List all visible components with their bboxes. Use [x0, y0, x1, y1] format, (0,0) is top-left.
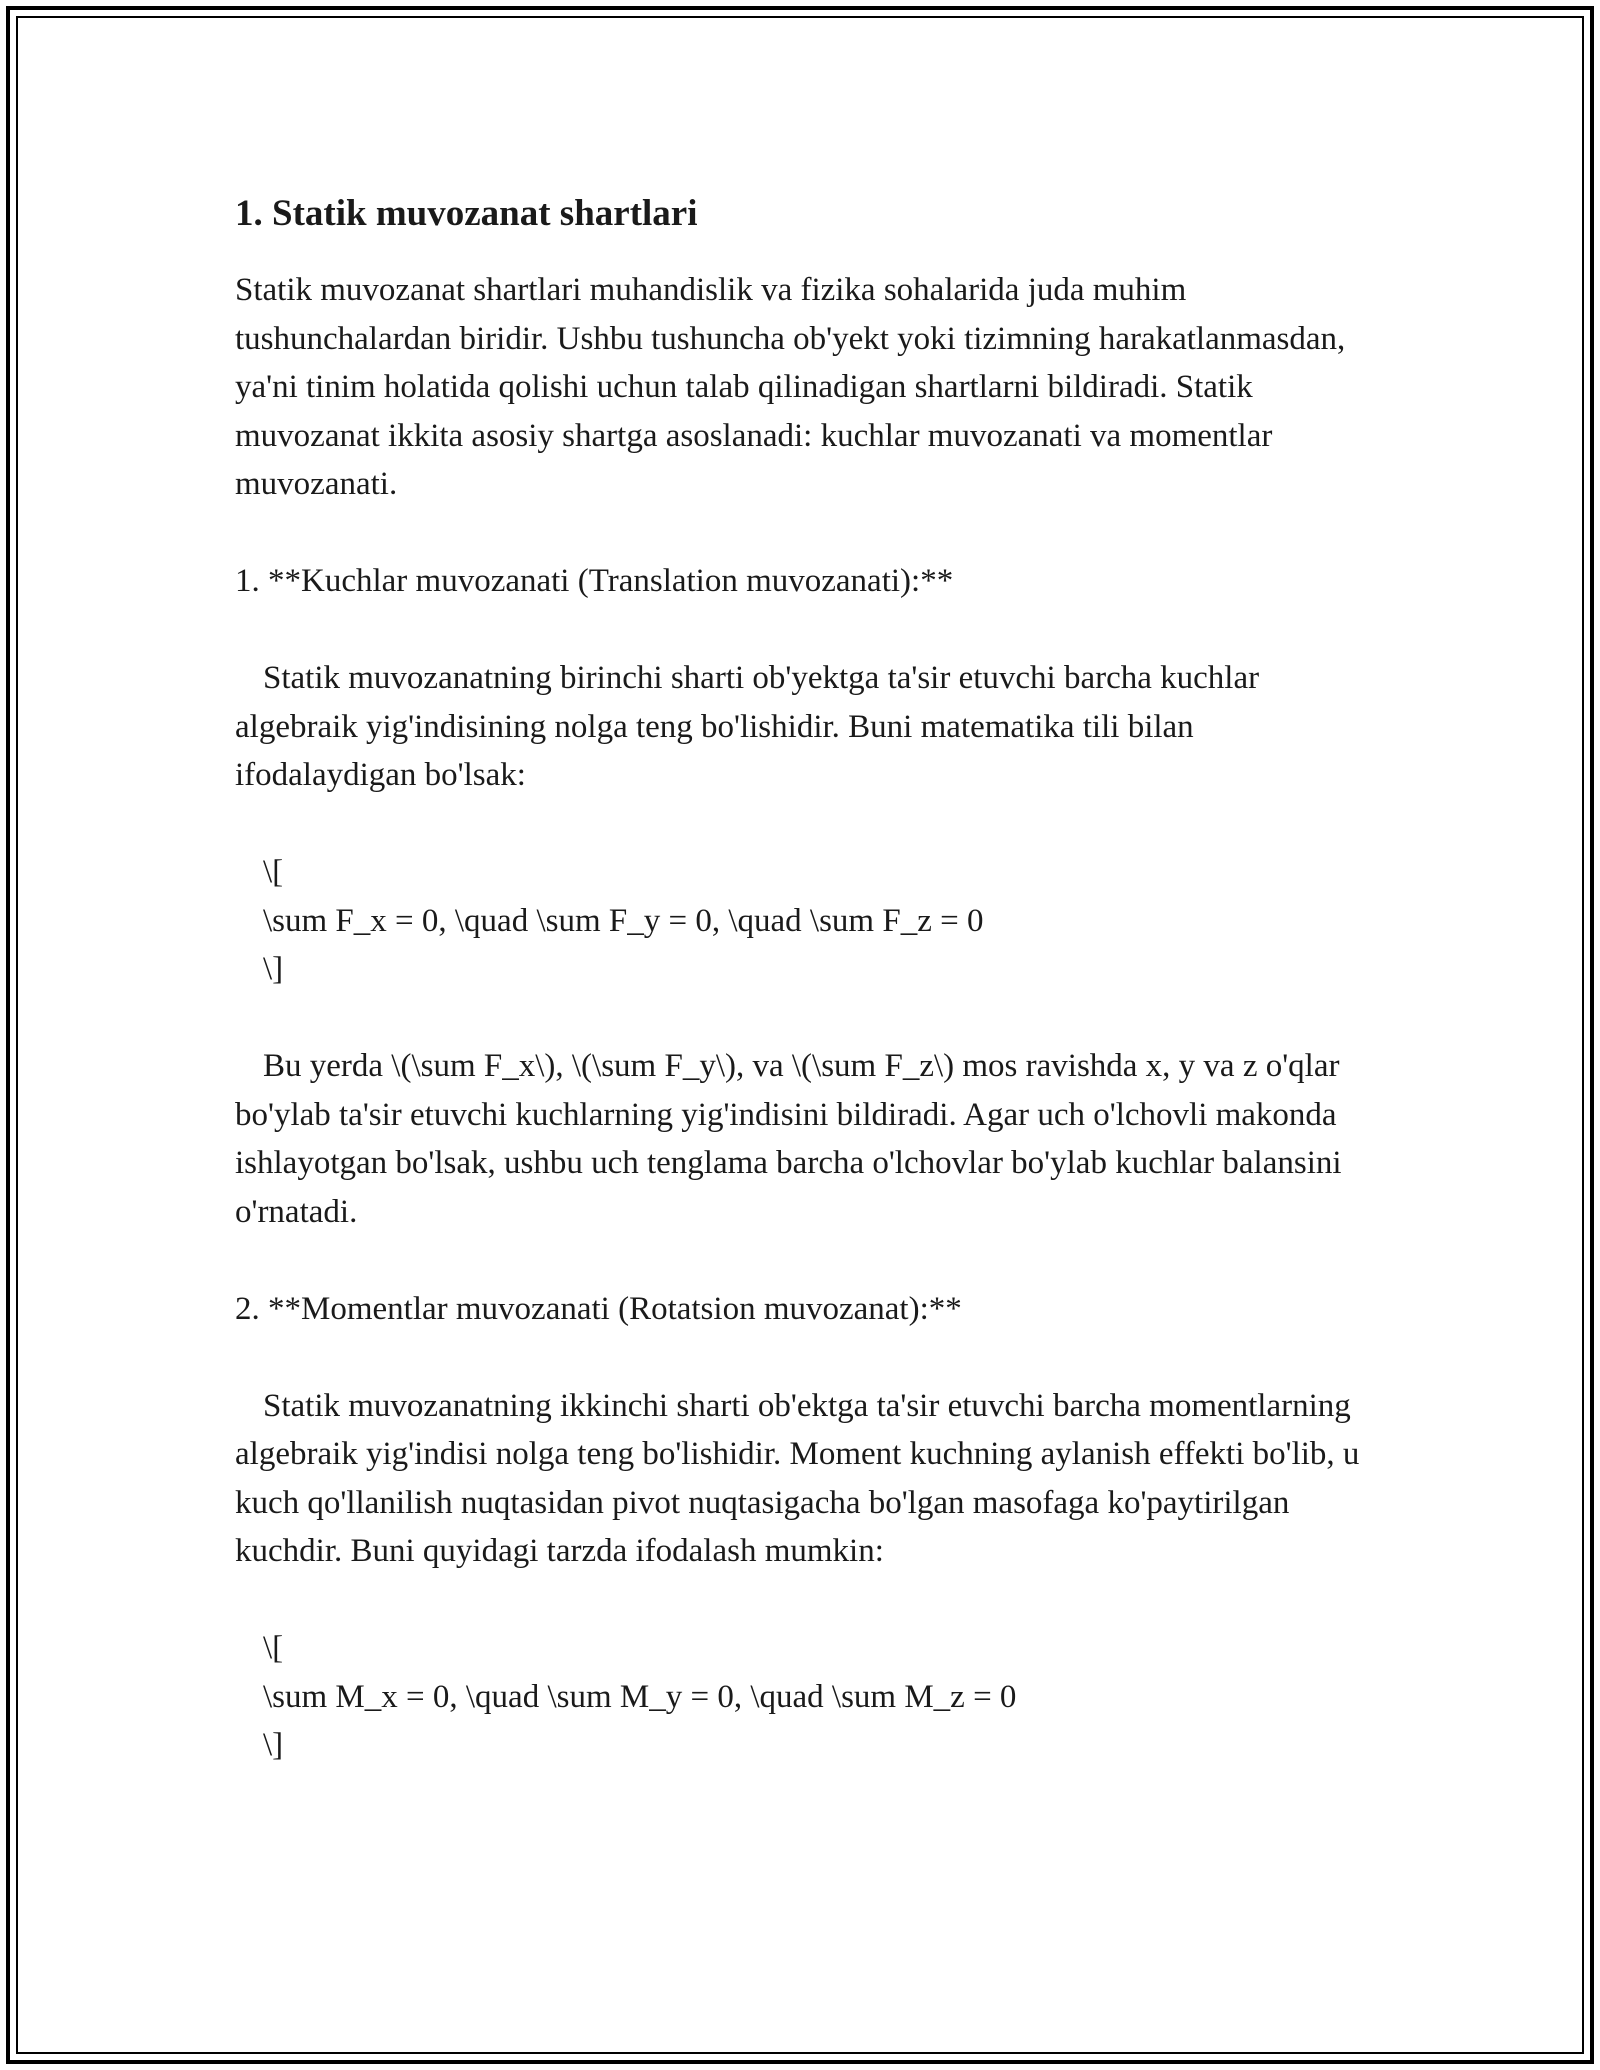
section-2-heading: 2. **Momentlar muvozanati (Rotatsion muvozanat):**: [235, 1290, 962, 1327]
page-title: 1. Statik muvozanat shartlari: [235, 193, 698, 234]
section-1-equation: [235, 848, 1375, 994]
section-2-text: Statik muvozanatning ikkinchi sharti ob'ektga ta'sir etuvchi barcha momentlarning algebraik yig'indisi nolga teng bo'lishidir. Moment kuchning aylanish effekti bo'lib, u kuch qo'llanilish nuqtasidan pivot nuqtasigacha bo'lgan masofaga ko'paytirilgan kuchdir. Buni quyidagi tarzda ifodalash mumkin:: [235, 1387, 1360, 1570]
equation-open: \[: [263, 1630, 284, 1667]
equation-body: \sum F_x = 0, \quad \sum F_y = 0, \quad \sum F_z = 0: [263, 902, 984, 939]
equation-close: \]: [263, 1727, 284, 1764]
section-1-heading: 1. **Kuchlar muvozanati (Translation muvozanati):**: [235, 563, 954, 600]
spacer: [235, 1576, 1375, 1625]
spacer: [235, 800, 1375, 849]
section-1-explanation: Bu yerda \(\sum F_x\), \(\sum F_y\), va \(\sum F_z\) mos ravishda x, y va z o'qlar bo'ylab ta'sir etuvchi kuchlarning yig'indisini bildiradi. Agar uch o'lchovli makonda ishlayotgan bo'lsak, ushbu uch tenglama barcha o'lchovlar bo'ylab kuchlar balansini o'rnatadi.: [235, 1048, 1342, 1230]
spacer: [235, 1236, 1375, 1285]
spacer: [235, 509, 1375, 558]
equation-close: \]: [263, 951, 284, 988]
spacer: [235, 606, 1375, 655]
document-body: [235, 180, 1375, 1770]
intro-paragraph: Statik muvozanat shartlari muhandislik va fizika sohalarida juda muhim tushunchalardan biridir. Ushbu tushuncha ob'yekt yoki tizimning harakatlanmasdan, ya'ni tinim holatida qolishi uchun talab qilinadigan shartlarni bildiradi. Statik muvozanat ikkita asosiy shartga asoslanadi: kuchlar muvozanati va momentlar muvozanati.: [235, 272, 1346, 503]
spacer: [235, 1333, 1375, 1382]
section-2-equation: [235, 1624, 1375, 1770]
equation-body: \sum M_x = 0, \quad \sum M_y = 0, \quad \sum M_z = 0: [263, 1678, 1017, 1715]
equation-open: \[: [263, 854, 284, 891]
spacer: [235, 994, 1375, 1043]
section-1-text: Statik muvozanatning birinchi sharti ob'yektga ta'sir etuvchi barcha kuchlar algebraik yig'indisining nolga teng bo'lishidir. Buni matematika tili bilan ifodalaydigan bo'lsak:: [235, 660, 1260, 794]
